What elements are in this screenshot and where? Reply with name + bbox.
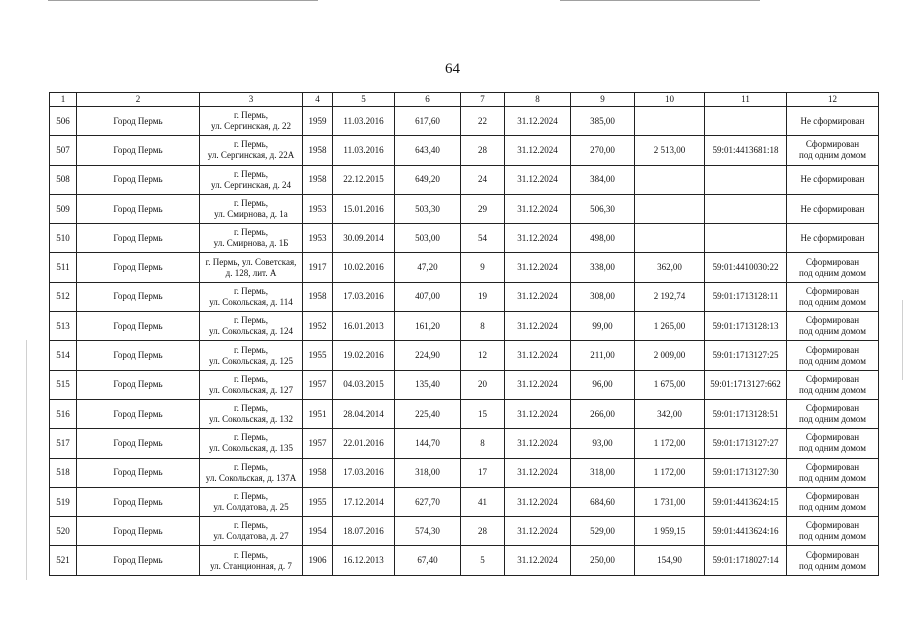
cell-line: под одним домом (799, 443, 866, 454)
column-header: 7 (461, 93, 505, 107)
page-number: 64 (445, 61, 460, 77)
construction-year-cell: 1951 (303, 399, 333, 428)
cell-line: под одним домом (799, 502, 866, 512)
address-cell (200, 429, 303, 458)
cadastral-number-cell: 59:01:1713127:30 (705, 458, 787, 487)
cell-line: Сформирован (805, 139, 860, 150)
residents-cell: 19 (461, 282, 505, 311)
residents-cell: 29 (461, 194, 505, 223)
municipality-cell: Город Пермь (77, 282, 200, 311)
cell-line: д. 128, лит. А (225, 267, 277, 278)
residents-cell: 28 (461, 517, 505, 546)
area-value-cell: 250,00 (571, 546, 635, 575)
cell-line: под одним домом (799, 355, 866, 366)
table-row (50, 370, 879, 399)
cell-line: под одним домом (799, 414, 866, 425)
cell-line: г. Пермь, (233, 520, 269, 531)
land-area-cell (635, 224, 705, 253)
land-status-cell (787, 546, 879, 575)
area-cell: 225,40 (395, 399, 461, 428)
land-area-cell (635, 165, 705, 194)
construction-year-cell: 1957 (303, 370, 333, 399)
table-row (50, 312, 879, 341)
address-cell (200, 107, 303, 136)
area-value-cell: 498,00 (571, 224, 635, 253)
cell-line: под одним домом (799, 296, 866, 307)
land-status-cell (787, 312, 879, 341)
construction-year-cell: 1958 (303, 282, 333, 311)
date-cell: 30.09.2014 (333, 224, 395, 253)
cadastral-number-cell (705, 165, 787, 194)
cell-line: Сформирован (805, 520, 860, 531)
date-cell: 18.07.2016 (333, 517, 395, 546)
cell-line: ул. Сергинская, д. 24 (211, 179, 291, 190)
municipality-cell: Город Пермь (77, 341, 200, 370)
column-header: 2 (77, 93, 200, 107)
address-cell (200, 194, 303, 223)
construction-year-cell: 1957 (303, 429, 333, 458)
deadline-cell: 31.12.2024 (505, 399, 571, 428)
cell-line: ул. Сокольская, д. 124 (209, 326, 293, 337)
row-number-cell: 512 (50, 282, 77, 311)
column-number-row (50, 93, 879, 107)
row-number-cell: 507 (50, 136, 77, 165)
municipality-cell: Город Пермь (77, 546, 200, 575)
scan-edge-right (902, 300, 903, 380)
residents-cell: 8 (461, 429, 505, 458)
address-cell (200, 253, 303, 282)
cell-line: ул. Сергинская, д. 22 (211, 121, 291, 132)
land-status-cell (787, 341, 879, 370)
construction-year-cell: 1958 (303, 136, 333, 165)
area-cell: 47,20 (395, 253, 461, 282)
address-cell (200, 517, 303, 546)
area-value-cell: 308,00 (571, 282, 635, 311)
date-cell: 17.03.2016 (333, 458, 395, 487)
area-value-cell: 684,60 (571, 487, 635, 516)
table-row (50, 194, 879, 223)
cell-line: Сформирован (805, 403, 860, 414)
deadline-cell: 31.12.2024 (505, 224, 571, 253)
cell-line: ул. Сокольская, д. 125 (209, 355, 293, 366)
cell-line: г. Пермь, (233, 315, 269, 326)
area-value-cell: 529,00 (571, 517, 635, 546)
deadline-cell: 31.12.2024 (505, 458, 571, 487)
cell-line: г. Пермь, (233, 432, 269, 443)
table-row (50, 107, 879, 136)
area-value-cell: 99,00 (571, 312, 635, 341)
scan-edge-left (26, 340, 27, 580)
cell-line: под одним домом (799, 531, 866, 542)
area-value-cell: 96,00 (571, 370, 635, 399)
land-status-cell (787, 107, 879, 136)
cell-line: г. Пермь, (233, 110, 269, 121)
address-cell (200, 282, 303, 311)
column-header: 8 (505, 93, 571, 107)
address-cell (200, 165, 303, 194)
cell-line: ул. Сокольская, д. 135 (209, 443, 293, 454)
date-cell: 22.01.2016 (333, 429, 395, 458)
cell-line: Сформирован (805, 461, 860, 472)
cell-line: г. Пермь, (233, 139, 269, 150)
construction-year-cell: 1953 (303, 194, 333, 223)
date-cell: 11.03.2016 (333, 107, 395, 136)
area-cell: 224,90 (395, 341, 461, 370)
residents-cell: 15 (461, 399, 505, 428)
residents-cell: 28 (461, 136, 505, 165)
area-cell: 407,00 (395, 282, 461, 311)
cell-line: г. Пермь, (233, 403, 269, 414)
table-row (50, 282, 879, 311)
cell-line: Сформирован (805, 432, 860, 443)
land-area-cell: 1 265,00 (635, 312, 705, 341)
column-header: 3 (200, 93, 303, 107)
deadline-cell: 31.12.2024 (505, 312, 571, 341)
residents-cell: 5 (461, 546, 505, 575)
cell-line: Сформирован (805, 344, 860, 355)
cadastral-number-cell (705, 194, 787, 223)
area-cell: 649,20 (395, 165, 461, 194)
cell-line: под одним домом (799, 267, 866, 278)
land-status-cell (787, 136, 879, 165)
address-cell (200, 341, 303, 370)
construction-year-cell: 1958 (303, 165, 333, 194)
area-cell: 627,70 (395, 487, 461, 516)
residents-cell: 9 (461, 253, 505, 282)
table-row (50, 429, 879, 458)
land-area-cell: 2 009,00 (635, 341, 705, 370)
area-cell: 503,30 (395, 194, 461, 223)
cadastral-number-cell: 59:01:1713127:662 (705, 370, 787, 399)
land-area-cell: 362,00 (635, 253, 705, 282)
deadline-cell: 31.12.2024 (505, 517, 571, 546)
deadline-cell: 31.12.2024 (505, 165, 571, 194)
row-number-cell: 521 (50, 546, 77, 575)
cell-line: г. Пермь, ул. Советская, (205, 256, 297, 267)
construction-year-cell: 1955 (303, 341, 333, 370)
cell-line: под одним домом (799, 384, 866, 395)
municipality-cell: Город Пермь (77, 107, 200, 136)
construction-year-cell: 1958 (303, 458, 333, 487)
cell-line: ул. Сокольская, д. 137А (205, 472, 297, 483)
row-number-cell: 508 (50, 165, 77, 194)
address-cell (200, 487, 303, 516)
cadastral-number-cell: 59:01:1713127:25 (705, 341, 787, 370)
date-cell: 28.04.2014 (333, 399, 395, 428)
row-number-cell: 517 (50, 429, 77, 458)
municipality-cell: Город Пермь (77, 194, 200, 223)
cell-line: г. Пермь, (233, 227, 269, 238)
cadastral-number-cell: 59:01:4410030:22 (705, 253, 787, 282)
date-cell: 17.03.2016 (333, 282, 395, 311)
cell-line: Сформирован (805, 285, 860, 296)
cadastral-number-cell: 59:01:1713128:13 (705, 312, 787, 341)
cell-line: ул. Сокольская, д. 132 (209, 414, 293, 425)
construction-year-cell: 1917 (303, 253, 333, 282)
construction-year-cell: 1959 (303, 107, 333, 136)
municipality-cell: Город Пермь (77, 458, 200, 487)
land-status-cell (787, 370, 879, 399)
land-area-cell: 1 675,00 (635, 370, 705, 399)
deadline-cell: 31.12.2024 (505, 136, 571, 165)
deadline-cell: 31.12.2024 (505, 253, 571, 282)
land-area-cell: 1 959,15 (635, 517, 705, 546)
table-row (50, 487, 879, 516)
cell-line: г. Пермь, (233, 344, 269, 355)
land-status-cell (787, 517, 879, 546)
residents-cell: 20 (461, 370, 505, 399)
table-row (50, 165, 879, 194)
deadline-cell: 31.12.2024 (505, 429, 571, 458)
cell-line: Сформирован (805, 549, 860, 560)
municipality-cell: Город Пермь (77, 487, 200, 516)
deadline-cell: 31.12.2024 (505, 546, 571, 575)
cell-line: под одним домом (799, 150, 866, 161)
table-row (50, 136, 879, 165)
table-row (50, 399, 879, 428)
date-cell: 16.01.2013 (333, 312, 395, 341)
cell-line: Сформирован (805, 373, 860, 384)
column-header: 6 (395, 93, 461, 107)
residents-cell: 54 (461, 224, 505, 253)
date-cell: 17.12.2014 (333, 487, 395, 516)
deadline-cell: 31.12.2024 (505, 194, 571, 223)
construction-year-cell: 1906 (303, 546, 333, 575)
date-cell: 22.12.2015 (333, 165, 395, 194)
row-number-cell: 519 (50, 487, 77, 516)
land-status-cell (787, 429, 879, 458)
address-cell (200, 370, 303, 399)
cell-line: Сформирован (805, 491, 860, 501)
construction-year-cell: 1954 (303, 517, 333, 546)
row-number-cell: 518 (50, 458, 77, 487)
row-number-cell: 513 (50, 312, 77, 341)
residents-cell: 8 (461, 312, 505, 341)
land-area-cell (635, 107, 705, 136)
cadastral-number-cell: 59:01:4413624:15 (705, 487, 787, 516)
table-row (50, 546, 879, 575)
cell-line: г. Пермь, (233, 285, 269, 296)
area-value-cell: 270,00 (571, 136, 635, 165)
construction-year-cell: 1955 (303, 487, 333, 516)
row-number-cell: 511 (50, 253, 77, 282)
land-area-cell: 2 513,00 (635, 136, 705, 165)
date-cell: 16.12.2013 (333, 546, 395, 575)
cell-line: Сформирован (805, 315, 860, 326)
area-value-cell: 384,00 (571, 165, 635, 194)
row-number-cell: 510 (50, 224, 77, 253)
land-status-cell (787, 487, 879, 516)
column-header: 1 (50, 93, 77, 107)
municipality-cell: Город Пермь (77, 224, 200, 253)
construction-year-cell: 1952 (303, 312, 333, 341)
cadastral-number-cell: 59:01:1718027:14 (705, 546, 787, 575)
deadline-cell: 31.12.2024 (505, 282, 571, 311)
municipality-cell: Город Пермь (77, 517, 200, 546)
column-header: 10 (635, 93, 705, 107)
cadastral-number-cell: 59:01:4413624:16 (705, 517, 787, 546)
municipality-cell: Город Пермь (77, 136, 200, 165)
cell-line: ул. Сокольская, д. 127 (209, 384, 293, 395)
cell-line: г. Пермь, (233, 198, 269, 209)
cell-line: Не сформирован (800, 203, 865, 214)
address-cell (200, 136, 303, 165)
area-value-cell: 385,00 (571, 107, 635, 136)
land-status-cell (787, 399, 879, 428)
housing-registry-table (49, 92, 879, 576)
residents-cell: 41 (461, 487, 505, 516)
cell-line: ул. Смирнова, д. 1а (214, 209, 288, 220)
cell-line: под одним домом (799, 560, 866, 571)
table-body (50, 107, 879, 576)
land-status-cell (787, 282, 879, 311)
cadastral-number-cell: 59:01:1713127:27 (705, 429, 787, 458)
area-cell: 643,40 (395, 136, 461, 165)
area-cell: 503,00 (395, 224, 461, 253)
table-row (50, 224, 879, 253)
cell-line: ул. Станционная, д. 7 (210, 560, 292, 571)
cadastral-number-cell: 59:01:1713128:51 (705, 399, 787, 428)
cell-line: Не сформирован (800, 174, 865, 185)
cadastral-number-cell (705, 107, 787, 136)
area-value-cell: 506,30 (571, 194, 635, 223)
date-cell: 11.03.2016 (333, 136, 395, 165)
row-number-cell: 509 (50, 194, 77, 223)
cell-line: Не сформирован (800, 115, 865, 126)
cadastral-number-cell: 59:01:4413681:18 (705, 136, 787, 165)
table-row (50, 341, 879, 370)
municipality-cell: Город Пермь (77, 253, 200, 282)
area-value-cell: 211,00 (571, 341, 635, 370)
date-cell: 04.03.2015 (333, 370, 395, 399)
land-area-cell: 1 172,00 (635, 429, 705, 458)
area-cell: 67,40 (395, 546, 461, 575)
table-row (50, 253, 879, 282)
area-cell: 144,70 (395, 429, 461, 458)
land-area-cell: 154,90 (635, 546, 705, 575)
row-number-cell: 516 (50, 399, 77, 428)
land-area-cell: 2 192,74 (635, 282, 705, 311)
date-cell: 19.02.2016 (333, 341, 395, 370)
area-value-cell: 318,00 (571, 458, 635, 487)
table-row (50, 517, 879, 546)
cell-line: ул. Сергинская, д. 22А (207, 150, 295, 161)
land-status-cell (787, 224, 879, 253)
column-header: 11 (705, 93, 787, 107)
area-cell: 161,20 (395, 312, 461, 341)
land-status-cell (787, 253, 879, 282)
construction-year-cell: 1953 (303, 224, 333, 253)
cell-line: г. Пермь, (233, 373, 269, 384)
residents-cell: 17 (461, 458, 505, 487)
land-area-cell (635, 194, 705, 223)
area-value-cell: 93,00 (571, 429, 635, 458)
row-number-cell: 506 (50, 107, 77, 136)
deadline-cell: 31.12.2024 (505, 487, 571, 516)
area-value-cell: 266,00 (571, 399, 635, 428)
address-cell (200, 399, 303, 428)
cell-line: г. Пермь, (233, 168, 269, 179)
area-cell: 135,40 (395, 370, 461, 399)
residents-cell: 22 (461, 107, 505, 136)
deadline-cell: 31.12.2024 (505, 370, 571, 399)
cell-line: под одним домом (799, 472, 866, 483)
land-status-cell (787, 194, 879, 223)
land-area-cell: 1 172,00 (635, 458, 705, 487)
municipality-cell: Город Пермь (77, 312, 200, 341)
cell-line: г. Пермь, (233, 461, 269, 472)
cell-line: под одним домом (799, 326, 866, 337)
column-header: 5 (333, 93, 395, 107)
deadline-cell: 31.12.2024 (505, 107, 571, 136)
row-number-cell: 514 (50, 341, 77, 370)
land-status-cell (787, 458, 879, 487)
cell-line: г. Пермь, (233, 491, 269, 501)
date-cell: 15.01.2016 (333, 194, 395, 223)
row-number-cell: 520 (50, 517, 77, 546)
area-cell: 574,30 (395, 517, 461, 546)
cell-line: ул. Смирнова, д. 1Б (213, 238, 289, 249)
residents-cell: 24 (461, 165, 505, 194)
land-status-cell (787, 165, 879, 194)
cadastral-number-cell: 59:01:1713128:11 (705, 282, 787, 311)
date-cell: 10.02.2016 (333, 253, 395, 282)
area-cell: 318,00 (395, 458, 461, 487)
municipality-cell: Город Пермь (77, 399, 200, 428)
column-header: 12 (787, 93, 879, 107)
address-cell (200, 458, 303, 487)
column-header: 4 (303, 93, 333, 107)
cell-line: Сформирован (805, 256, 860, 267)
municipality-cell: Город Пермь (77, 429, 200, 458)
address-cell (200, 312, 303, 341)
cell-line: Не сформирован (800, 232, 865, 243)
scan-edge-top-right (560, 0, 760, 1)
cell-line: ул. Солдатова, д. 27 (213, 531, 289, 542)
cell-line: г. Пермь, (233, 549, 269, 560)
deadline-cell: 31.12.2024 (505, 341, 571, 370)
column-header: 9 (571, 93, 635, 107)
table-row (50, 458, 879, 487)
land-area-cell: 342,00 (635, 399, 705, 428)
address-cell (200, 546, 303, 575)
cell-line: ул. Сокольская, д. 114 (209, 296, 293, 307)
address-cell (200, 224, 303, 253)
municipality-cell: Город Пермь (77, 370, 200, 399)
residents-cell: 12 (461, 341, 505, 370)
municipality-cell: Город Пермь (77, 165, 200, 194)
row-number-cell: 515 (50, 370, 77, 399)
cell-line: ул. Солдатова, д. 25 (213, 502, 289, 512)
land-area-cell: 1 731,00 (635, 487, 705, 516)
scan-edge-top-left (48, 0, 318, 1)
area-value-cell: 338,00 (571, 253, 635, 282)
area-cell: 617,60 (395, 107, 461, 136)
cadastral-number-cell (705, 224, 787, 253)
